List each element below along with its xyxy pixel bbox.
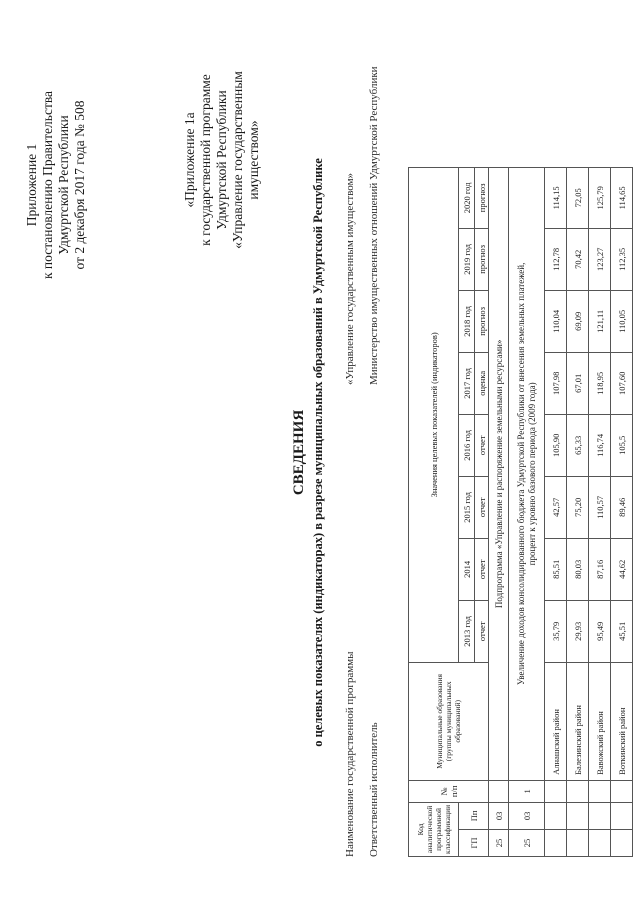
- table-row: [545, 167, 567, 856]
- appendix-1-title: Приложение 1: [24, 143, 39, 227]
- appendix-1-line: к постановлению Правительства: [40, 90, 55, 280]
- appendix-1a-block: [182, 35, 262, 285]
- value-cell: 65,33: [567, 414, 589, 476]
- header-year: 2019 год: [459, 228, 475, 290]
- appendix-1a-line: имуществом»: [246, 120, 261, 200]
- value-cell: 112,78: [545, 228, 567, 290]
- header-year: 2014: [459, 538, 475, 600]
- indicator-gp: 25: [509, 829, 545, 856]
- header-year: 2013 год: [459, 600, 475, 662]
- header-status: оценка: [475, 352, 489, 414]
- header-num: № п/п: [409, 780, 489, 802]
- value-cell: 67,01: [567, 352, 589, 414]
- value-cell: 110,04: [545, 290, 567, 352]
- value-cell: 114,15: [545, 167, 567, 228]
- header-year: 2015 год: [459, 476, 475, 538]
- value-cell: 116,74: [589, 414, 611, 476]
- value-cell: 42,57: [545, 476, 567, 538]
- header-gp: ГП: [459, 829, 489, 856]
- indicator-row: [509, 167, 545, 856]
- value-cell: 123,27: [589, 228, 611, 290]
- header-values-group: Значения целевых показателей (индикаторов): [409, 167, 459, 662]
- appendix-1a-line: «Управление государственным: [230, 71, 245, 249]
- value-cell: 87,16: [589, 538, 611, 600]
- value-cell: 89,46: [611, 476, 633, 538]
- subprogram-row: [489, 167, 509, 856]
- value-cell: 107,60: [611, 352, 633, 414]
- appendix-1a-line: Удмуртской Республики: [214, 90, 229, 230]
- header-year: 2018 год: [459, 290, 475, 352]
- value-cell: 105,90: [545, 414, 567, 476]
- municipality-name: Вавожский район: [589, 662, 611, 780]
- executor-value: Министерство имущественных отношений Удмуртской Республики: [368, 66, 380, 385]
- subprogram-num: [489, 780, 509, 802]
- value-cell: 35,79: [545, 600, 567, 662]
- municipality-name: Алнашский район: [545, 662, 567, 780]
- value-cell: 44,62: [611, 538, 633, 600]
- value-cell: 85,51: [545, 538, 567, 600]
- value-cell: 125,79: [589, 167, 611, 228]
- municipality-name: Воткинский район: [611, 662, 633, 780]
- document-title: СВЕДЕНИЯ: [291, 409, 307, 496]
- value-cell: 29,93: [567, 600, 589, 662]
- municipality-name: Балезинский район: [567, 662, 589, 780]
- executor-label: Ответственный исполнитель: [368, 722, 380, 857]
- header-status: отчет: [475, 538, 489, 600]
- subprogram-title: Подпрограмма «Управление и распоряжение земельными ресурсами»: [489, 167, 509, 780]
- indicator-title: [509, 167, 545, 780]
- value-cell: 69,09: [567, 290, 589, 352]
- indicator-title-line: процент к уровню базового периода (2009 года): [526, 382, 537, 566]
- appendix-1-date: от 2 декабря 2017 года № 508: [72, 100, 87, 270]
- value-cell: 121,11: [589, 290, 611, 352]
- program-label: Наименование государственной программы: [344, 651, 356, 857]
- header-status: прогноз: [475, 167, 489, 228]
- header-municipality: Муниципальные образования (группы муниципальных образований): [409, 662, 489, 780]
- value-cell: 110,57: [589, 476, 611, 538]
- value-cell: 70,42: [567, 228, 589, 290]
- header-status: отчет: [475, 476, 489, 538]
- table-row: [611, 167, 633, 856]
- appendix-1-block: [24, 35, 88, 335]
- appendix-1-line: Удмуртской Республики: [56, 115, 71, 255]
- subprogram-gp: 25: [489, 829, 509, 856]
- header-status: отчет: [475, 414, 489, 476]
- header-pp: Пп: [459, 802, 489, 829]
- appendix-1a-line: к государственной программе: [198, 74, 213, 246]
- value-cell: 107,98: [545, 352, 567, 414]
- table-row: [567, 167, 589, 856]
- header-year: 2017 год: [459, 352, 475, 414]
- value-cell: 95,49: [589, 600, 611, 662]
- header-code: Код аналитической программной классификации: [409, 802, 459, 856]
- subprogram-pp: 03: [489, 802, 509, 829]
- value-cell: 114,65: [611, 167, 633, 228]
- value-cell: 80,03: [567, 538, 589, 600]
- value-cell: 75,20: [567, 476, 589, 538]
- table-row: [589, 167, 611, 856]
- value-cell: 112,35: [611, 228, 633, 290]
- value-cell: 110,05: [611, 290, 633, 352]
- program-value: «Управление государственным имуществом»: [344, 172, 356, 385]
- header-year: 2016 год: [459, 414, 475, 476]
- header-status: прогноз: [475, 228, 489, 290]
- value-cell: 118,95: [589, 352, 611, 414]
- indicator-title-line: Увеличение доходов консолидированного бюджета Удмуртской Республики от внесения земельных платежей,: [515, 262, 526, 686]
- header-year: 2020 год: [459, 167, 475, 228]
- indicators-table: [408, 167, 633, 857]
- value-cell: 105,5: [611, 414, 633, 476]
- indicator-num: 1: [509, 780, 545, 802]
- header-status: прогноз: [475, 290, 489, 352]
- value-cell: 45,51: [611, 600, 633, 662]
- document-subtitle: о целевых показателях (индикаторах) в разрезе муниципальных образований в Удмуртской Республике: [311, 158, 325, 747]
- appendix-1a-title: «Приложение 1а: [182, 112, 197, 208]
- header-status: отчет: [475, 600, 489, 662]
- indicator-pp: 03: [509, 802, 545, 829]
- value-cell: 72,05: [567, 167, 589, 228]
